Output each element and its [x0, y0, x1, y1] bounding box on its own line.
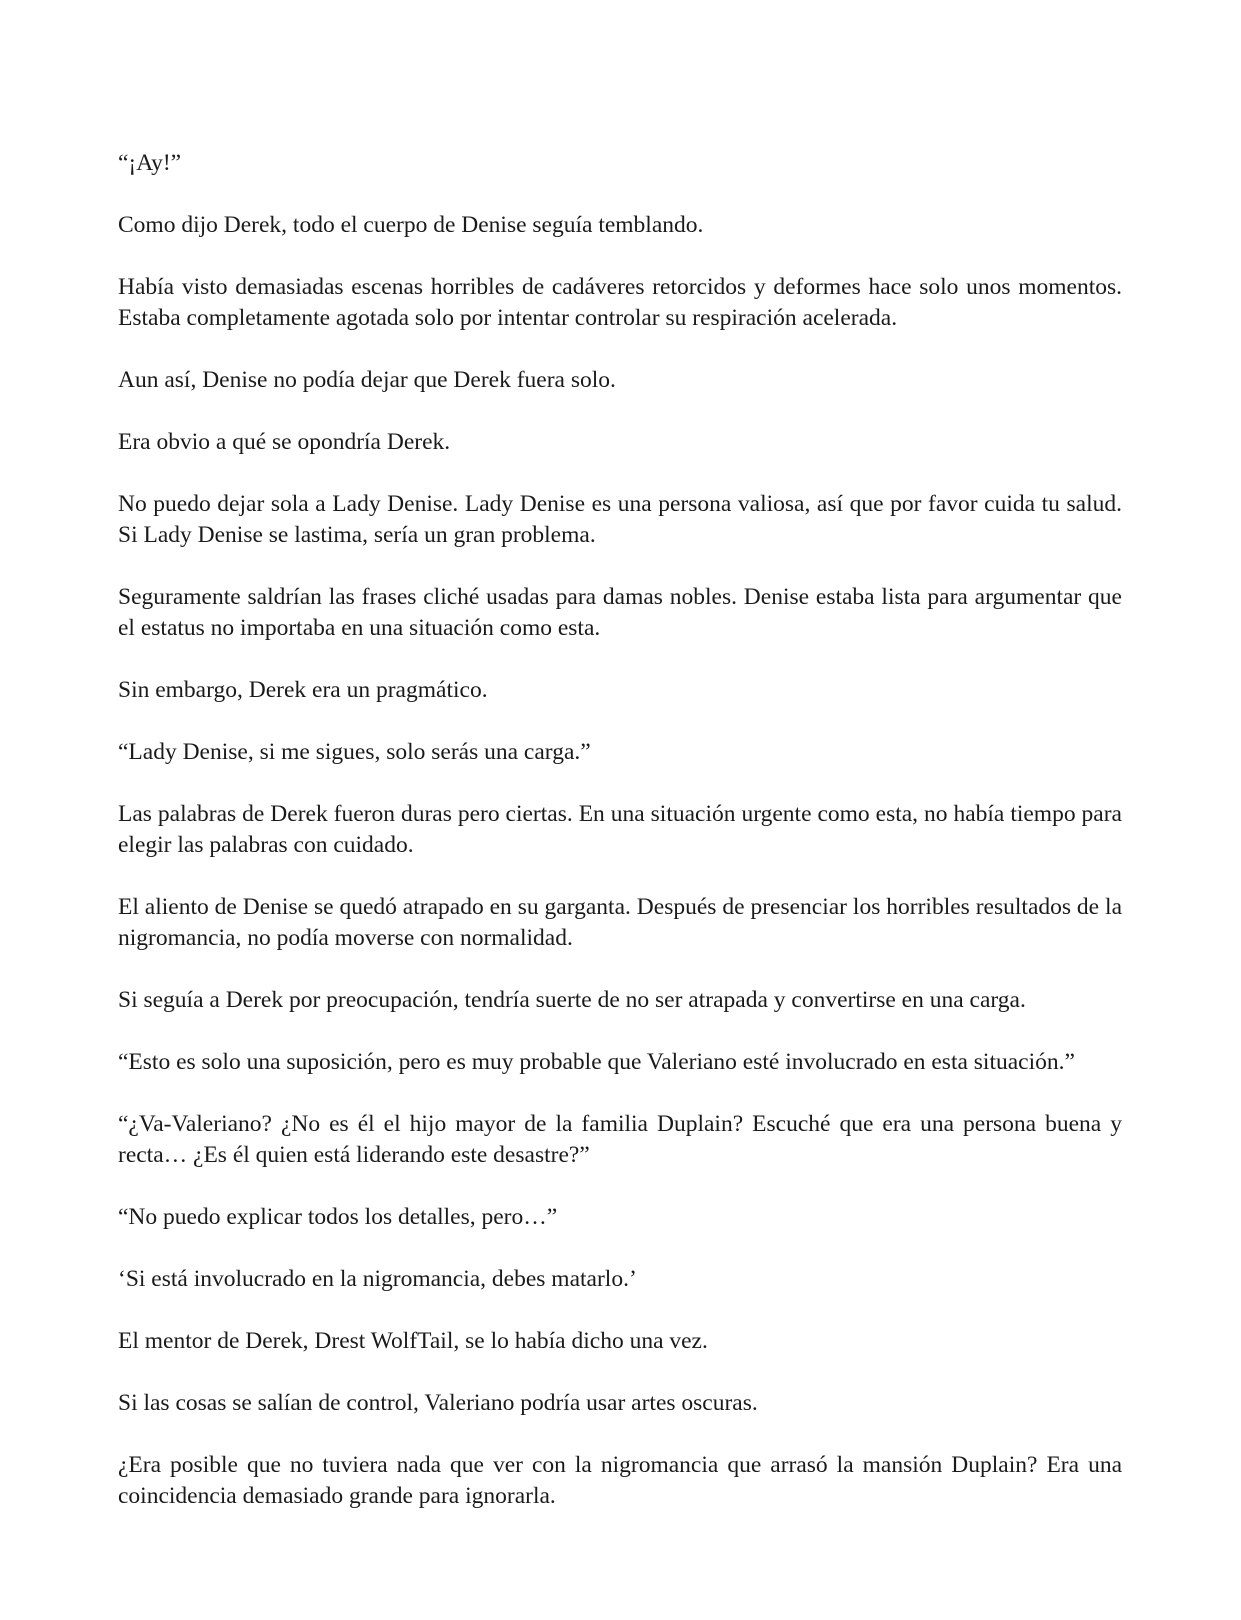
paragraph-7: Seguramente saldrían las frases cliché usadas para damas nobles. Denise estaba lista para argumentar que el estatus no importaba en una situación como esta. — [118, 584, 1122, 641]
paragraph-16: ‘Si está involucrado en la nigromancia, debes matarlo.’ — [118, 1266, 637, 1292]
paragraph-17: El mentor de Derek, Drest WolfTail, se lo había dicho una vez. — [118, 1328, 708, 1354]
paragraph-15: “No puedo explicar todos los detalles, pero…” — [118, 1204, 558, 1230]
paragraph-13: “Esto es solo una suposición, pero es muy probable que Valeriano esté involucrado en esta situación.” — [118, 1049, 1075, 1075]
paragraph-4: Aun así, Denise no podía dejar que Derek fuera solo. — [118, 367, 616, 393]
paragraph-11: El aliento de Denise se quedó atrapado en su garganta. Después de presenciar los horribles resultados de la nigromancia, no podía moverse con normalidad. — [118, 894, 1122, 951]
paragraph-1: “¡Ay!” — [118, 150, 182, 176]
paragraph-19: ¿Era posible que no tuviera nada que ver con la nigromancia que arrasó la mansión Duplain? Era una coincidencia demasiado grande para ignorarla. — [118, 1452, 1122, 1509]
paragraph-18: Si las cosas se salían de control, Valeriano podría usar artes oscuras. — [118, 1390, 758, 1416]
paragraph-10: Las palabras de Derek fueron duras pero ciertas. En una situación urgente como esta, no había tiempo para elegir las palabras con cuidado. — [118, 801, 1122, 858]
paragraph-9: “Lady Denise, si me sigues, solo serás una carga.” — [118, 739, 591, 765]
document-page — [118, 148, 1122, 1543]
paragraph-5: Era obvio a qué se opondría Derek. — [118, 429, 451, 455]
paragraph-14: “¿Va-Valeriano? ¿No es él el hijo mayor de la familia Duplain? Escuché que era una persona buena y recta… ¿Es él quien está liderando este desastre?” — [118, 1111, 1122, 1168]
paragraph-3: Había visto demasiadas escenas horribles de cadáveres retorcidos y deformes hace solo unos momentos. Estaba completamente agotada solo por intentar controlar su respiración acelerada. — [118, 274, 1122, 331]
paragraph-12: Si seguía a Derek por preocupación, tendría suerte de no ser atrapada y convertirse en una carga. — [118, 987, 1026, 1013]
paragraph-6: No puedo dejar sola a Lady Denise. Lady Denise es una persona valiosa, así que por favor cuida tu salud. Si Lady Denise se lastima, sería un gran problema. — [118, 491, 1122, 548]
paragraph-8: Sin embargo, Derek era un pragmático. — [118, 677, 488, 703]
paragraph-2: Como dijo Derek, todo el cuerpo de Denise seguía temblando. — [118, 212, 704, 238]
